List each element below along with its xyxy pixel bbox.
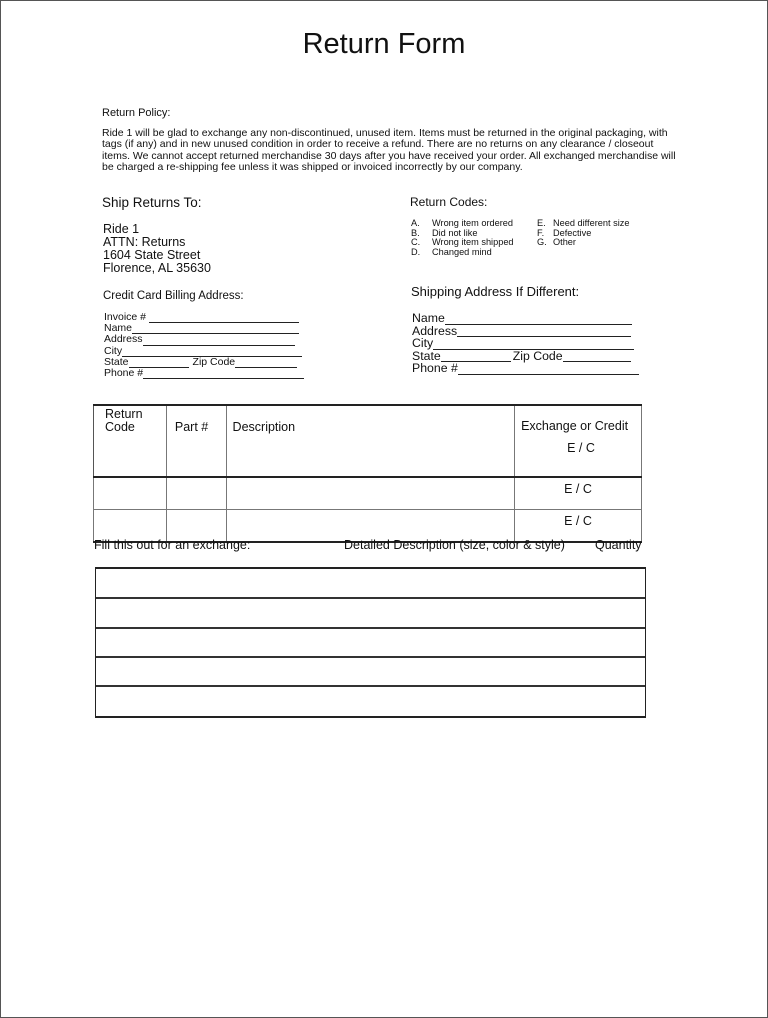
header-part: Part # [166,405,226,477]
table-row [94,477,642,510]
exchange-description-header: Detailed Description (size, color & style) [344,538,565,552]
shipping-form [412,312,639,375]
billing-form [104,312,304,379]
ec-selector[interactable]: E / C [515,477,642,510]
policy-text: Ride 1 will be glad to exchange any non-discontinued, unused item. Items must be returned in the original packaging, with tags (if any) and in new unused condition in order to receive a refund. There are no returns on any clearance / closeout items. We cannot accept returned merchandise 30 days after you have received your order. All exchanged merchandise will be charged a re-shipping fee unless it was shipped or invoiced incorrectly by our company. [102,127,676,173]
table-header-row [94,405,642,477]
return-code-item: F. Defective [537,227,592,238]
part-cell[interactable] [166,477,226,510]
address-line: Florence, AL 35630 [103,261,211,275]
address-line: ATTN: Returns [103,235,186,249]
exchange-line [96,627,645,629]
exchange-line [96,685,645,687]
billing-heading: Credit Card Billing Address: [103,290,244,302]
exchange-lines-box[interactable] [95,567,646,718]
return-codes-heading: Return Codes: [410,195,488,209]
return-code-item: E. Need different size [537,218,630,228]
billing-invoice-field[interactable]: Invoice # [104,312,304,323]
address-line: 1604 State Street [103,248,201,262]
page-title: Return Form [302,28,466,60]
shipping-phone-field[interactable]: Phone # [412,362,639,375]
shipping-address-field[interactable]: Address [412,325,639,338]
address-line: Ride 1 [103,222,140,236]
return-code-item: A. Wrong item ordered [411,218,514,228]
shipping-name-field[interactable]: Name [412,312,639,325]
returns-table [93,404,642,543]
shipping-heading: Shipping Address If Different: [411,284,580,299]
exchange-line [96,656,645,658]
header-exchange [515,405,642,477]
exchange-or-credit-label: Exchange or Credit [521,419,629,433]
billing-city-field[interactable]: City [104,346,304,357]
return-code-item: C. Wrong item shipped [411,237,514,248]
billing-state-zip-field[interactable]: State Zip Code [104,357,304,368]
exchange-label: Fill this out for an exchange: [94,538,251,552]
return-code-item: D. Changed mind [411,246,492,257]
ec-selector[interactable]: E / C [567,441,595,455]
header-description: Description [226,405,515,477]
return-code-cell[interactable] [94,477,167,510]
return-code-item: G. Other [537,237,576,248]
ec-selector[interactable]: E / C [515,510,642,543]
billing-name-field[interactable]: Name [104,323,304,334]
return-code-item: B. Did not like [411,227,478,238]
exchange-line [96,597,645,599]
exchange-quantity-header: Quantity [595,538,642,552]
return-codes-right [537,219,629,248]
shipping-city-field[interactable]: City [412,337,639,350]
return-codes-left [411,219,514,257]
ship-returns-address [103,223,211,275]
shipping-state-zip-field[interactable]: State Zip Code [412,350,639,363]
header-return-code: Return Code [94,405,167,477]
ship-returns-heading: Ship Returns To: [102,195,202,210]
billing-phone-field[interactable]: Phone # [104,368,304,379]
billing-address-field[interactable]: Address [104,334,304,345]
policy-label: Return Policy: [102,107,171,119]
description-cell[interactable] [226,477,515,510]
